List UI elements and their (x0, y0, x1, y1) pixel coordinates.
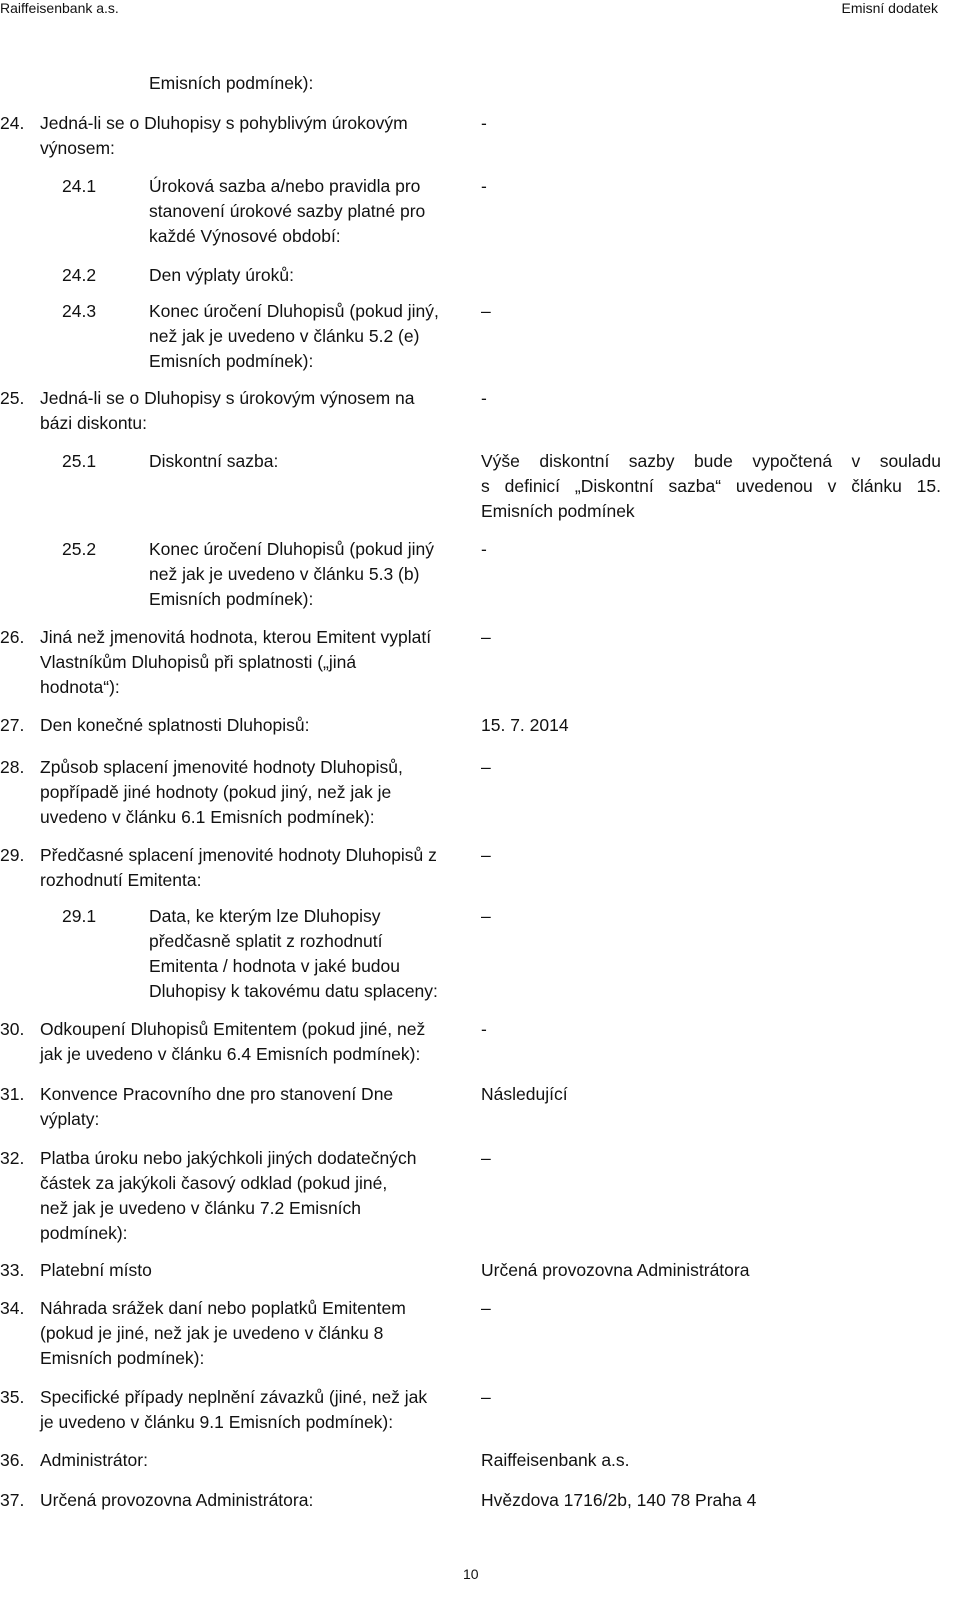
item-label: než jak je uvedeno v článku 5.2 (e) (149, 326, 420, 346)
item-value: – (481, 757, 491, 777)
item-label: Den konečné splatnosti Dluhopisů: (40, 715, 310, 735)
item-label: Emisních podmínek): (40, 1348, 205, 1368)
item-label: Jedná-li se o Dluhopisy s úrokovým výnosem na (40, 388, 415, 408)
item-label: Emitenta / hodnota v jaké budou (149, 956, 401, 976)
item-label: Konvence Pracovního dne pro stanovení Dne (40, 1084, 394, 1104)
item-label: hodnota“): (40, 677, 120, 697)
item-number: 25.1 (62, 451, 97, 471)
item-label: jak je uvedeno v článku 6.4 Emisních podmínek): (40, 1044, 421, 1064)
item-label: Emisních podmínek): (149, 351, 314, 371)
item-number: 36. (0, 1450, 25, 1470)
item-label: Náhrada srážek daní nebo poplatků Emitentem (40, 1298, 406, 1318)
item-number: 35. (0, 1387, 25, 1407)
item-label: Vlastníkům Dluhopisů při splatnosti („jiná (40, 652, 357, 672)
item-label: Způsob splacení jmenovité hodnoty Dluhopisů, (40, 757, 403, 777)
item-label: rozhodnutí Emitenta: (40, 870, 202, 890)
item-number: 27. (0, 715, 25, 735)
item-label: bázi diskontu: (40, 413, 148, 433)
item-label: Určená provozovna Administrátora: (40, 1490, 314, 1510)
item-value: Hvězdova 1716/2b, 140 78 Praha 4 (481, 1490, 757, 1510)
item-number: 29. (0, 845, 25, 865)
item-value: Raiffeisenbank a.s. (481, 1450, 630, 1470)
item-label: Jedná-li se o Dluhopisy s pohyblivým úrokovým (40, 113, 408, 133)
item-label: předčasně splatit z rozhodnutí (149, 931, 383, 951)
item-value: – (481, 301, 491, 321)
item-number: 28. (0, 757, 25, 777)
item-label: Platební místo (40, 1260, 152, 1280)
item-value: – (481, 845, 491, 865)
item-label: každé Výnosové období: (149, 226, 341, 246)
item-label: Administrátor: (40, 1450, 148, 1470)
item-label: výnosem: (40, 138, 115, 158)
item-label: částek za jakýkoli časový odklad (pokud jiné, (40, 1173, 388, 1193)
item-value: - (481, 388, 487, 408)
item-number: 37. (0, 1490, 25, 1510)
item-number: 29.1 (62, 906, 97, 926)
item-value: Výše diskontní sazby bude vypočtená v souladu (481, 451, 941, 471)
item-value: – (481, 627, 491, 647)
item-number: 24. (0, 113, 25, 133)
item-label: Jiná než jmenovitá hodnota, kterou Emitent vyplatí (40, 627, 432, 647)
item-value: s definicí „Diskontní sazba“ uvedenou v článku 15. (481, 476, 941, 496)
item-label: Specifické případy neplnění závazků (jiné, než jak (40, 1387, 428, 1407)
item-value: 15. 7. 2014 (481, 715, 569, 735)
header-doc-title: Emisní dodatek (841, 0, 938, 16)
page-number: 10 (463, 1566, 479, 1582)
item-value: - (481, 176, 487, 196)
item-number: 31. (0, 1084, 25, 1104)
item-label: (pokud je jiné, než jak je uvedeno v článku 8 (40, 1323, 384, 1343)
item-number: 24.1 (62, 176, 97, 196)
item-label: Platba úroku nebo jakýchkoli jiných dodatečných (40, 1148, 417, 1168)
item-value: Následující (481, 1084, 568, 1104)
item-number: 25. (0, 388, 25, 408)
item-value: – (481, 1148, 491, 1168)
item-label: popřípadě jiné hodnoty (pokud jiný, než jak je (40, 782, 392, 802)
item-number: 24.3 (62, 301, 97, 321)
item-label: než jak je uvedeno v článku 7.2 Emisních (40, 1198, 362, 1218)
item-number: 34. (0, 1298, 25, 1318)
item-value: - (481, 539, 487, 559)
item-number: 25.2 (62, 539, 97, 559)
item-number: 30. (0, 1019, 25, 1039)
item-value: – (481, 1298, 491, 1318)
item-label: je uvedeno v článku 9.1 Emisních podmínek): (40, 1412, 394, 1432)
item-value: Určená provozovna Administrátora (481, 1260, 750, 1280)
item-value: - (481, 113, 487, 133)
continuation-text: Emisních podmínek): (149, 73, 314, 93)
item-label: Konec úročení Dluhopisů (pokud jiný, (149, 301, 439, 321)
item-label: Den výplaty úroků: (149, 265, 294, 285)
item-number: 33. (0, 1260, 25, 1280)
item-number: 26. (0, 627, 25, 647)
item-label: Dluhopisy k takovému datu splaceny: (149, 981, 438, 1001)
item-label: uvedeno v článku 6.1 Emisních podmínek): (40, 807, 375, 827)
item-number: 32. (0, 1148, 25, 1168)
item-label: než jak je uvedeno v článku 5.3 (b) (149, 564, 420, 584)
item-label: Odkoupení Dluhopisů Emitentem (pokud jiné, než (40, 1019, 426, 1039)
item-label: Emisních podmínek): (149, 589, 314, 609)
item-label: Úroková sazba a/nebo pravidla pro (149, 176, 421, 196)
item-label: Konec úročení Dluhopisů (pokud jiný (149, 539, 435, 559)
item-number: 24.2 (62, 265, 97, 285)
header-company: Raiffeisenbank a.s. (0, 0, 119, 16)
item-label: Data, ke kterým lze Dluhopisy (149, 906, 381, 926)
item-value: Emisních podmínek (481, 501, 635, 521)
item-label: podmínek): (40, 1223, 128, 1243)
item-value: – (481, 1387, 491, 1407)
item-value: – (481, 906, 491, 926)
item-label: stanovení úrokové sazby platné pro (149, 201, 426, 221)
item-label: výplaty: (40, 1109, 100, 1129)
item-value: - (481, 1019, 487, 1039)
item-label: Diskontní sazba: (149, 451, 279, 471)
item-label: Předčasné splacení jmenovité hodnoty Dluhopisů z (40, 845, 437, 865)
